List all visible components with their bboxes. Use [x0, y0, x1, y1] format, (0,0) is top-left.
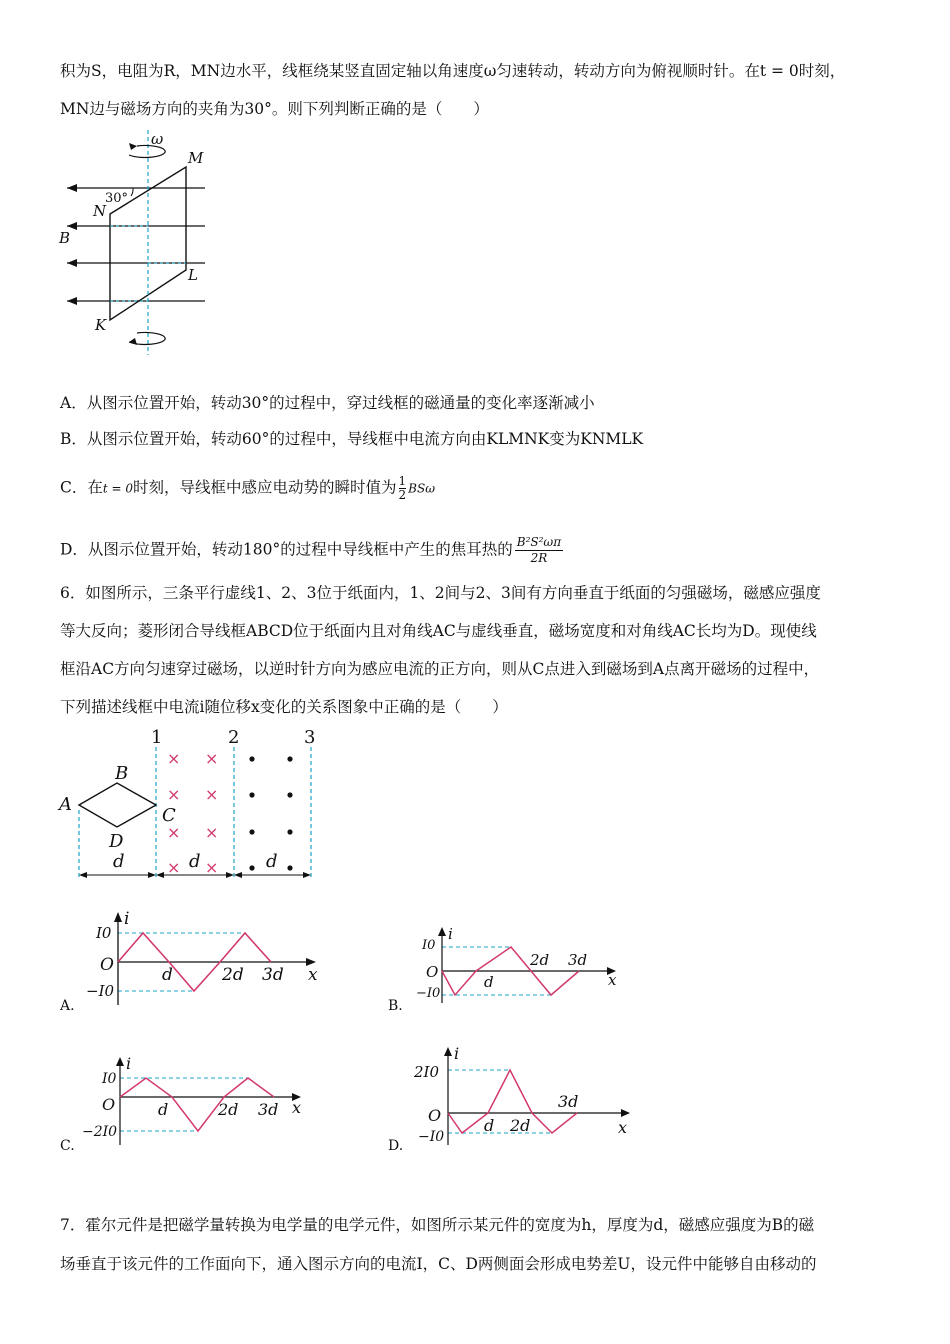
- q5-option-a: A．从图示位置开始，转动30°的过程中，穿过线框的磁通量的变化率逐渐减小: [60, 394, 595, 412]
- arrow-head: [67, 297, 77, 305]
- q6-stem-line-2: 等大反向；菱形闭合导线框ABCD位于纸面内且对角线AC与虚线垂直，磁场宽度和对角线AC长均为D。现使线: [60, 622, 817, 640]
- vertex-label-b: B: [115, 763, 129, 784]
- line-label-1: 1: [151, 727, 163, 748]
- graph-c: [82, 1054, 318, 1155]
- svg-text:3d: 3d: [258, 1100, 279, 1119]
- q5-option-c: C．在t = 0时刻，导线框中感应电动势的瞬时值为 $\frac{1}{2}$ BSω: [60, 474, 435, 502]
- svg-text:2I0: 2I0: [414, 1063, 440, 1081]
- q6-stem-line-4: 下列描述线框中电流i随位移x变化的关系图象中正确的是（ ）: [60, 698, 508, 716]
- arrow-head: [67, 184, 77, 192]
- field-dot: [249, 792, 254, 797]
- svg-text:d: d: [162, 965, 173, 985]
- vertex-label-k: K: [95, 316, 107, 334]
- svg-text:2d: 2d: [530, 951, 550, 969]
- angle-label: 30°: [105, 191, 129, 206]
- field-cross: ×: [167, 749, 181, 768]
- q5-option-d: D．从图示位置开始，转动180°的过程中导线框中产生的焦耳热的 $\frac{\text{B²S²ωπ}}{2R}$: [60, 535, 562, 565]
- svg-text:d: d: [484, 973, 494, 991]
- vertex-label-c: C: [162, 805, 176, 826]
- field-dot: [287, 865, 292, 870]
- vertex-label-n: N: [93, 202, 107, 220]
- svg-text:3d: 3d: [558, 1092, 579, 1111]
- svg-text:O: O: [426, 963, 439, 981]
- angle-arc: [131, 188, 133, 196]
- svg-text:O: O: [100, 955, 114, 975]
- field-cross: ×: [205, 785, 219, 804]
- arrow-head: [156, 872, 164, 878]
- field-label-b: B: [59, 229, 71, 247]
- field-cross: ×: [167, 823, 181, 842]
- arrow-head: [234, 872, 242, 878]
- field-cross: ×: [167, 785, 181, 804]
- svg-text:−I0: −I0: [86, 982, 115, 1000]
- field-cross: ×: [205, 858, 219, 877]
- field-cross: ×: [205, 749, 219, 768]
- q7-stem-line-2: 场垂直于该元件的工作面向下，通入图示方向的电流I，C、D两侧面会形成电势差U，设元件中能够自由移动的: [60, 1255, 817, 1273]
- field-dot: [287, 792, 292, 797]
- q7-stem-line-1: 7．霍尔元件是把磁学量转换为电学量的电学元件，如图所示某元件的宽度为h，厚度为d，磁感应强度为B的磁: [60, 1216, 815, 1234]
- q5-figure: [55, 130, 215, 360]
- svg-text:i: i: [126, 1054, 132, 1073]
- field-dot: [287, 756, 292, 761]
- q6-figure: [55, 725, 325, 885]
- graph-d: [412, 1045, 642, 1155]
- svg-text:I0: I0: [102, 1071, 117, 1087]
- field-dot: [249, 829, 254, 834]
- arrow-head: [226, 872, 234, 878]
- arrow-head: [67, 259, 77, 267]
- svg-text:3d: 3d: [262, 965, 284, 985]
- graph-b-option-label: B.: [388, 998, 403, 1014]
- field-dot: [249, 865, 254, 870]
- arrow-head: [129, 338, 137, 345]
- svg-text:I0: I0: [96, 924, 112, 942]
- vertex-label-a: A: [59, 794, 72, 815]
- svg-text:x: x: [308, 965, 318, 985]
- svg-text:O: O: [428, 1106, 442, 1125]
- svg-text:x: x: [292, 1098, 302, 1117]
- field-cross: ×: [167, 858, 181, 877]
- q5-stem-line-2: MN边与磁场方向的夹角为30°。则下列判断正确的是（ ）: [60, 100, 489, 118]
- svg-text:−I0: −I0: [416, 986, 441, 1001]
- vertex-label-l: L: [188, 266, 198, 284]
- arrow-head: [303, 872, 311, 878]
- vertex-label-d: D: [109, 831, 124, 852]
- vertex-label-m: M: [188, 149, 204, 167]
- arrow-head: [129, 143, 137, 150]
- graph-a: [86, 909, 330, 1010]
- svg-text:3d: 3d: [568, 951, 588, 969]
- svg-text:O: O: [102, 1095, 116, 1114]
- svg-text:−2I0: −2I0: [82, 1124, 118, 1140]
- field-cross: ×: [205, 823, 219, 842]
- field-dot: [249, 756, 254, 761]
- svg-text:2d: 2d: [222, 965, 244, 985]
- line-label-2: 2: [228, 727, 240, 748]
- graph-b: [418, 925, 628, 1005]
- svg-text:x: x: [618, 1118, 628, 1137]
- svg-text:2d: 2d: [510, 1116, 531, 1135]
- svg-text:I0: I0: [422, 938, 436, 953]
- arrow-head: [79, 872, 87, 878]
- q6-stem-line-1: 6．如图所示，三条平行虚线1、2、3位于纸面内，1、2间与2、3间有方向垂直于纸面的匀强磁场，磁感应强度: [60, 584, 821, 602]
- svg-text:2d: 2d: [218, 1100, 239, 1119]
- q5-stem-line-1: 积为S，电阻为R，MN边水平，线框绕某竖直固定轴以角速度ω匀速转动，转动方向为俯视顺时针。在t = 0时刻，: [60, 62, 846, 80]
- line-label-3: 3: [304, 727, 316, 748]
- width-label-1: d: [113, 851, 125, 872]
- svg-text:i: i: [454, 1044, 460, 1063]
- omega-label: ω: [151, 130, 164, 148]
- field-dot: [287, 829, 292, 834]
- svg-text:−I0: −I0: [418, 1129, 445, 1145]
- svg-text:x: x: [608, 971, 617, 989]
- svg-text:i: i: [124, 909, 130, 929]
- svg-text:d: d: [484, 1116, 495, 1135]
- graph-d-option-label: D.: [388, 1138, 404, 1154]
- rhombus-frame: [79, 783, 156, 827]
- svg-text:d: d: [158, 1100, 169, 1119]
- graph-a-option-label: A.: [60, 998, 75, 1014]
- q6-stem-line-3: 框沿AC方向匀速穿过磁场，以逆时针方向为感应电流的正方向，则从C点进入到磁场到A点离开磁场的过程中，: [60, 660, 820, 678]
- graph-c-option-label: C.: [60, 1138, 75, 1154]
- width-label-3: d: [266, 851, 278, 872]
- svg-text:i: i: [448, 925, 453, 943]
- graph-c-curve: [120, 1078, 274, 1131]
- width-label-2: d: [189, 851, 201, 872]
- q5-option-b: B．从图示位置开始，转动60°的过程中，导线框中电流方向由KLMNK变为KNMLK: [60, 430, 644, 448]
- arrow-head: [148, 872, 156, 878]
